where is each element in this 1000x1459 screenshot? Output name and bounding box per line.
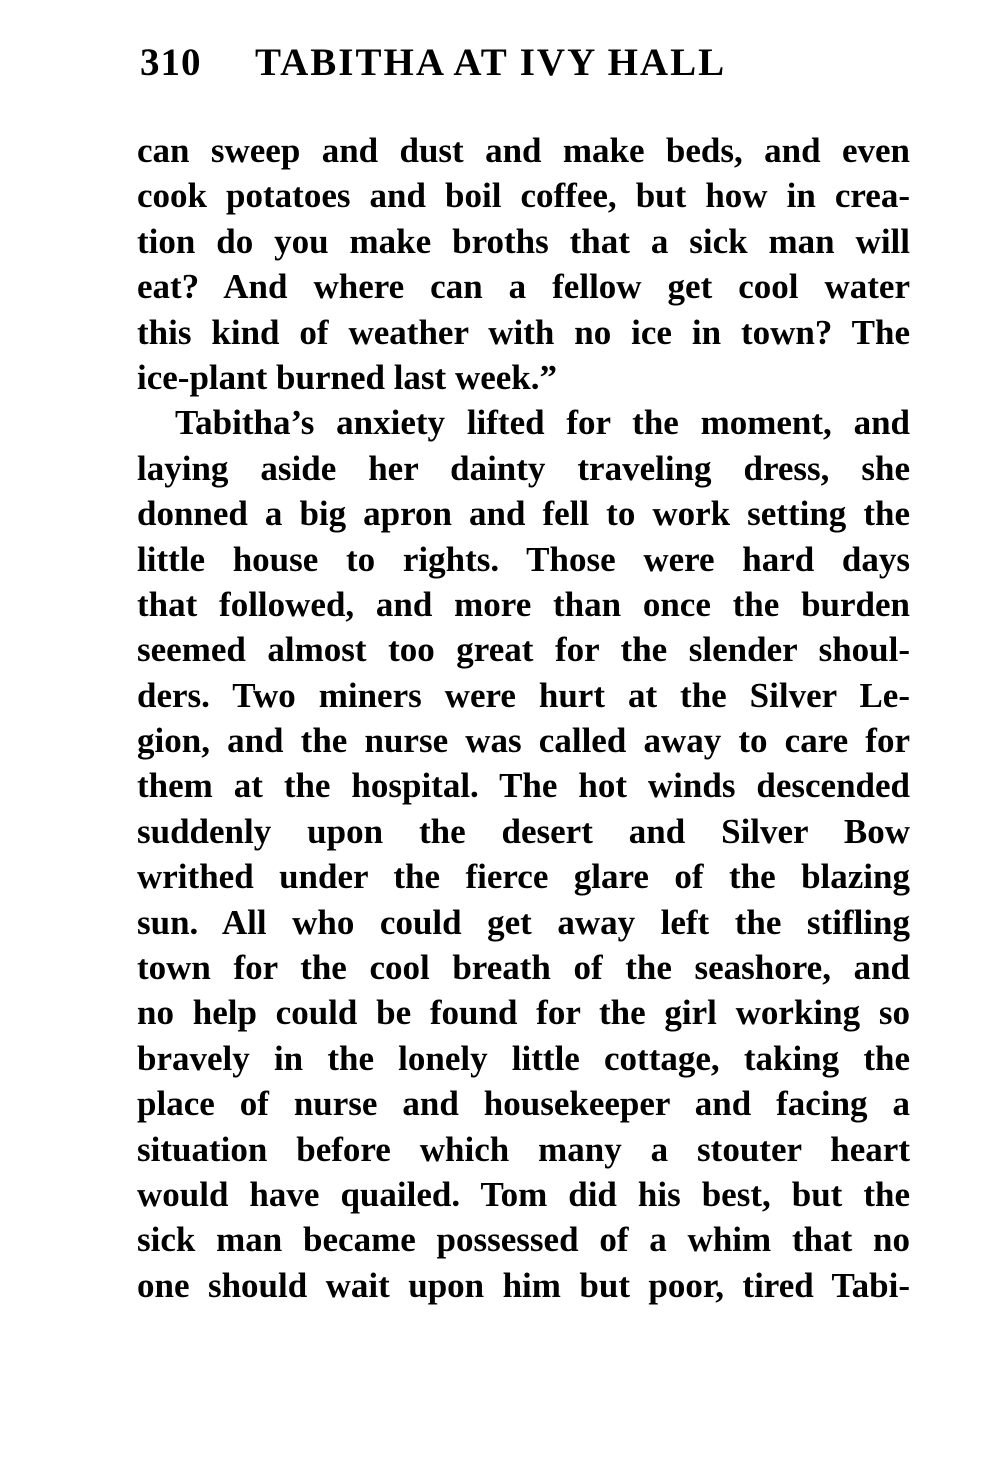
text-line: cook potatoes and boil coffee, but how in crea- bbox=[137, 176, 910, 216]
text-line: ders. Two miners were hurt at the Silver Le- bbox=[137, 675, 910, 715]
text-line: sick man became possessed of a whim that no bbox=[137, 1220, 910, 1260]
text-line: this kind of weather with no ice in town? The bbox=[137, 312, 910, 352]
text-line: seemed almost too great for the slender shoul- bbox=[137, 630, 910, 670]
text-line: bravely in the lonely little cottage, taking the bbox=[137, 1038, 910, 1078]
page-number: 310 bbox=[140, 41, 202, 84]
running-title: TABITHA AT IVY HALL bbox=[255, 41, 727, 84]
page-header bbox=[140, 40, 830, 90]
paragraph-start-line: Tabitha’s anxiety lifted for the moment, and bbox=[175, 403, 910, 443]
text-line: sun. All who could get away left the stifling bbox=[137, 902, 910, 942]
text-line: little house to rights. Those were hard days bbox=[137, 539, 910, 579]
text-line: town for the cool breath of the seashore, and bbox=[137, 948, 910, 988]
body-text bbox=[137, 128, 910, 1308]
text-line: that followed, and more than once the burden bbox=[137, 584, 910, 624]
text-line: laying aside her dainty traveling dress, she bbox=[137, 448, 910, 488]
text-line: writhed under the fierce glare of the blazing bbox=[137, 857, 910, 897]
text-line: gion, and the nurse was called away to care for bbox=[137, 721, 910, 761]
text-line: one should wait upon him but poor, tired Tabi- bbox=[137, 1265, 910, 1305]
text-line: suddenly upon the desert and Silver Bow bbox=[137, 811, 910, 851]
text-line: eat? And where can a fellow get cool water bbox=[137, 267, 910, 307]
text-line: place of nurse and housekeeper and facing a bbox=[137, 1084, 910, 1124]
text-line: can sweep and dust and make beds, and even bbox=[137, 131, 910, 170]
text-line: donned a big apron and fell to work setting the bbox=[137, 494, 910, 534]
text-line: tion do you make broths that a sick man will bbox=[137, 221, 910, 261]
text-line: situation before which many a stouter heart bbox=[137, 1129, 910, 1169]
text-line: no help could be found for the girl working so bbox=[137, 993, 910, 1033]
text-line: ice-plant burned last week.” bbox=[137, 357, 557, 397]
text-line: would have quailed. Tom did his best, but the bbox=[137, 1174, 910, 1214]
text-line: them at the hospital. The hot winds descended bbox=[137, 766, 910, 806]
